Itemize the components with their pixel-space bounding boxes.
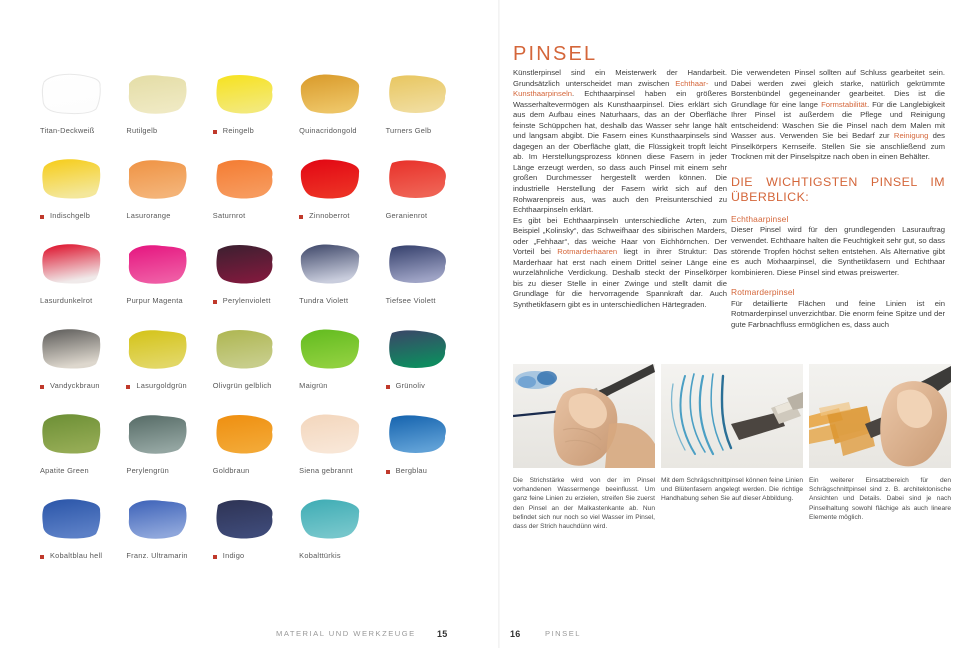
color-swatch-label: Kobalttürkis [299, 551, 341, 560]
color-swatch-item [124, 412, 210, 497]
color-swatch-blob [40, 242, 104, 286]
color-swatch-label: Vandyckbraun [50, 381, 100, 390]
color-swatch-label: Lasurgoldgrün [136, 381, 187, 390]
color-swatch-label: Maigrün [299, 381, 328, 390]
color-swatch-item [38, 497, 124, 582]
photo-hand-holding-brush-thin-line [513, 364, 655, 468]
color-swatch-item [211, 72, 297, 157]
color-swatch-item [297, 72, 383, 157]
color-swatch-blob [299, 72, 363, 116]
color-swatch-item [297, 412, 383, 497]
page-title: PINSEL [513, 43, 598, 66]
text-run: des Pinselkörpers Kernseife. Stellen Sie sie anschließend zum Trocknen mit der Pinselspitze nach oben in einen Behälter. [731, 131, 945, 162]
color-swatch-blob [386, 72, 450, 116]
color-swatch-label: Titan-Deckweiß [40, 126, 95, 135]
body-column-1 [513, 68, 727, 311]
color-swatch-label: Grünoliv [395, 381, 426, 390]
text-run: Künstlerpinsel sind ein Meisterwerk der Handarbeit. Grundsätzlich unterscheidet man zwischen [513, 68, 727, 88]
color-swatch-label: Lasurorange [126, 211, 171, 220]
highlight-formstabilitaet: Formstabilität [821, 99, 867, 109]
photo-caption-1: Die Strichstärke wird von der im Pinsel vorhandenen Wassermenge beeinflusst. Um ganz feine Linien zu erzielen, streifen Sie zuerst den Pinsel an der Malkastenkante ab. Nun befindet sich nur noch so viel Wasser im Pinsel, dass der Strich hauchdünn wird. [513, 477, 655, 531]
color-swatch-item [211, 327, 297, 412]
footer-chapter-label-right: PINSEL [545, 629, 582, 638]
section-heading-rotmarderpinsel: Rotmarderpinsel [731, 287, 795, 298]
color-swatch-item [297, 327, 383, 412]
color-swatch-item [211, 497, 297, 582]
photo-caption-3: Ein weiterer Einsatzbereich für den Schrägschnittpinsel sind z. B. architektonische Ansichten und Details. Dabei sind je nach Pinselhaltung sowohl flächige als auch lineare Elemente möglich. [809, 477, 951, 521]
color-swatch-item [211, 412, 297, 497]
color-swatch-blob [386, 327, 450, 371]
color-swatch-label: Turners Gelb [385, 126, 432, 135]
color-swatch-blob [126, 327, 190, 371]
color-swatch-item [384, 157, 470, 242]
text-run: . Für die Langlebigkeit Ihrer Pinsel ist außerdem die Pflege und Reinigung entscheidend: Waschen Sie die Pinsel nach dem Malen mit Wasser aus. Verwenden Sie bei Bedarf zur [731, 99, 945, 141]
color-swatch-label: Zinnoberrot [309, 211, 350, 220]
color-swatch-item [124, 327, 210, 412]
photo-angled-brush-fine-lines [661, 364, 803, 468]
text-run: und [708, 78, 727, 88]
left-page-footer [0, 616, 500, 648]
color-swatch-label: Apatite Green [40, 466, 89, 475]
color-swatch-blob [299, 497, 363, 541]
color-swatch-label: Goldbraun [212, 466, 250, 475]
color-swatch-blob [40, 412, 104, 456]
color-swatch-item [384, 327, 470, 412]
color-swatch-label: Indischgelb [50, 211, 91, 220]
color-swatch-blob [386, 412, 450, 456]
section-subheading: DIE WICHTIGSTEN PINSEL IM ÜBERBLICK: [731, 174, 945, 204]
color-swatch-item [211, 157, 297, 242]
color-swatch-label: Purpur Magenta [126, 296, 183, 305]
highlight-echthaar: Echthaar- [675, 78, 709, 88]
color-swatch-blob [126, 157, 190, 201]
color-swatch-item [124, 157, 210, 242]
color-swatch-blob [40, 497, 104, 541]
page-number-right: 16 [510, 629, 521, 639]
color-swatch-item [38, 72, 124, 157]
color-swatch-blob [213, 242, 277, 286]
photo-caption-row [513, 476, 951, 531]
section-body-rotmarderpinsel: Für detaillierte Flächen und feine Linien ist ein Rotmarderpinsel unverzichtbar. Die enorm feine Spitze und der gute Farbnachfluss ermöglichen es, dass auch [731, 298, 945, 329]
right-page-footer [500, 616, 965, 648]
color-swatch-blob [40, 72, 104, 116]
color-swatch-blob [126, 242, 190, 286]
color-swatch-item [384, 72, 470, 157]
color-swatch-item [297, 157, 383, 242]
color-swatch-blob [126, 497, 190, 541]
color-swatch-label: Reingelb [222, 126, 254, 135]
color-swatch-item [124, 497, 210, 582]
body-column-2 [731, 68, 945, 330]
footer-chapter-label: MATERIAL UND WERKZEUGE [276, 629, 416, 638]
color-swatch-item [384, 412, 470, 497]
color-swatch-blob [213, 327, 277, 371]
color-swatch-label: Perylengrün [126, 466, 169, 475]
section-body-echthaarpinsel: Dieser Pinsel wird für den grundlegenden Lasurauftrag verwendet. Echthaare halten die Feuchtigkeit sehr gut, so dass störende Tropfen höchst selten entstehen. Als Alternative gibt es auch Mixhaarpinsel, die Synthetikfasern und Echthaar kombinieren. Diese Pinsel sind etwas preiswerter. [731, 225, 945, 277]
color-swatch-label: Rutilgelb [126, 126, 158, 135]
color-swatch-blob [213, 72, 277, 116]
color-swatch-label: Tundra Violett [299, 296, 349, 305]
color-swatch-blob [40, 157, 104, 201]
color-swatch-blob [213, 157, 277, 201]
color-swatch-item [38, 157, 124, 242]
color-swatch-item [38, 412, 124, 497]
color-swatch-item [38, 327, 124, 412]
highlight-kunsthaarpinseln: Kunsthaarpinseln [513, 89, 573, 99]
color-swatch-blob [40, 327, 104, 371]
color-swatch-blob [213, 412, 277, 456]
paragraph-1 [731, 68, 945, 163]
page-number-left: 15 [437, 629, 448, 639]
text-run: Die verwendeten Pinsel sollten auf Schluss gearbeitet sein. Dabei werden zwei gleich starke, natürlich gekrümmte Borstenbündel gegeneinander gearbeitet. Dies ist die Grundlage für eine lange [731, 68, 945, 109]
color-swatch-blob [213, 497, 277, 541]
color-swatch-blob [299, 327, 363, 371]
photo-caption-2: Mit dem Schrägschnittpinsel können feine Linien und Blütenfasern angelegt werden. Die richtige Handhabung sehen Sie auf dieser Abbildung. [661, 477, 803, 503]
color-swatch-item [384, 242, 470, 327]
color-swatch-blob [386, 242, 450, 286]
right-page [500, 0, 965, 648]
color-swatch-label: Tiefsee Violett [385, 296, 436, 305]
color-swatch-item [124, 242, 210, 327]
color-swatch-label: Perylenviolett [222, 296, 271, 305]
spacer [731, 278, 945, 287]
color-swatch-blob [386, 157, 450, 201]
text-run: . Echthaarpinsel haben ein größeres Wasserhaltevermögen als Kunsthaarpinsel. Dies erklärt sich aus dem Aufbau eines Naturhaars, das an der Oberfläche feinste Schüppchen hat, deshalb das Wasser sehr lange hält und langsam abgibt. Die Fasern eines Kunsthaarpinsels sind dagegen an der Oberfläche glatt, die Flüssigkeit tropft leicht ab. Im Herstellungsprozess können diese Fasern in jeder Länge erzeugt werden, so dass auch Pinsel mit einem sehr großen Durchmesser hergestellt werden können. Die industrielle Herstellung der Fasern wirkt sich auf den Rohwarenpreis aus, was auch den Preisunterschied zu Echthaarpinseln erklärt. [513, 89, 727, 215]
color-swatch-item [38, 242, 124, 327]
highlight-rotmarderhaaren: Rotmarderhaaren [557, 247, 618, 257]
color-swatch-blob [299, 242, 363, 286]
color-swatch-label: Kobaltblau hell [50, 551, 103, 560]
color-swatch-label: Lasurdunkelrot [40, 296, 93, 305]
color-swatch-label: Siena gebrannt [299, 466, 353, 475]
color-swatch-item [124, 72, 210, 157]
color-swatch-blob [126, 72, 190, 116]
color-swatch-label: Geranienrot [385, 211, 428, 220]
section-heading-echthaarpinsel: Echthaarpinsel [731, 213, 789, 224]
color-swatch-blob [126, 412, 190, 456]
color-swatch-label: Olivgrün gelblich [212, 381, 272, 390]
text-run: Es gibt bei Echthaarpinseln unterschiedliche Arten, zum Beispiel „Kolinsky“, das Schweifhaar des sibirischen Marders, oder „Fehhaar“, das weiche Haar von Eichhörnchen. Der Vorteil bei [513, 215, 727, 257]
color-swatch-item [211, 242, 297, 327]
color-swatch-label: Indigo [222, 551, 245, 560]
color-swatch-item [297, 242, 383, 327]
color-swatch-label: Saturnrot [212, 211, 246, 220]
paragraph-2 [513, 216, 727, 311]
color-swatch-label: Franz. Ultramarin [126, 551, 188, 560]
color-swatch-label: Bergblau [395, 466, 428, 475]
photo-row [513, 364, 951, 468]
text-run: liegt in ihrer Struktur: Das Marderhaar hat erst nach einem Drittel seiner Länge eine wurzelähnliche Verdickung. Deshalb steckt der Pinselkörper bis zu dieser Stelle in einer Zwinge und stellt damit die Grundlage für die hervorragende Spannkraft dar. Auch Synthetikfasern gibt es in unterschiedlichen Härtegraden. [513, 247, 727, 310]
highlight-reinigung: Reinigung [893, 131, 929, 141]
paragraph-1 [513, 68, 727, 216]
color-swatch-blob [299, 157, 363, 201]
color-swatch-item [297, 497, 383, 582]
photo-angled-brush-broad-strokes [809, 364, 951, 468]
color-swatch-label: Quinacridongold [299, 126, 357, 135]
color-swatch-grid [38, 72, 470, 582]
color-swatch-blob [299, 412, 363, 456]
